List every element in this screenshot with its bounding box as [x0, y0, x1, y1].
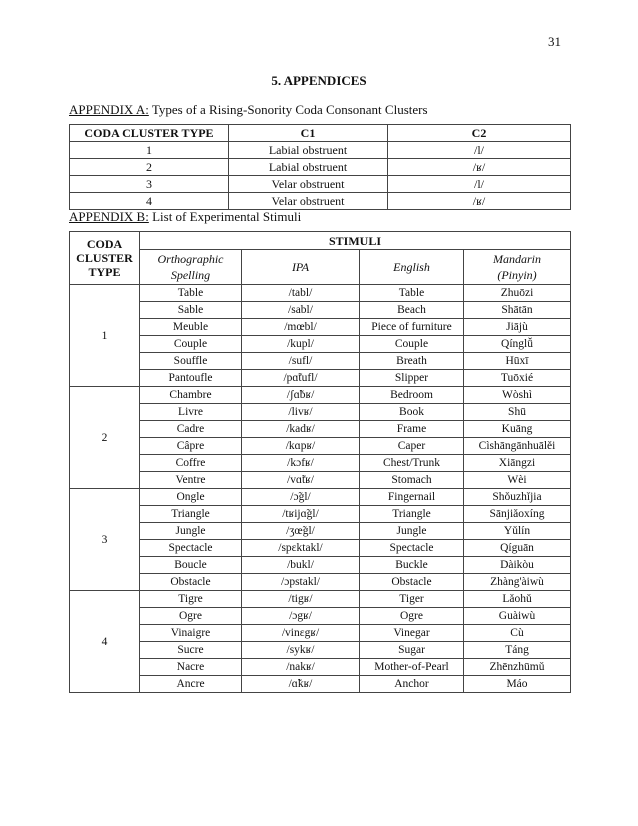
orthographic-cell: Jungle: [140, 523, 242, 540]
appendix-b-title: List of Experimental Stimuli: [148, 209, 302, 224]
table-subheader-row: [70, 250, 571, 285]
table-row: [70, 285, 571, 302]
coda-type-cell: 4: [70, 193, 229, 210]
table-row: [70, 159, 571, 176]
ipa-header: [242, 250, 360, 285]
english-cell: Spectacle: [360, 540, 464, 557]
header-line: English: [393, 260, 430, 274]
ipa-cell: /livʁ/: [242, 404, 360, 421]
mandarin-cell: Guàiwù: [464, 608, 571, 625]
coda-type-cell: 2: [70, 159, 229, 176]
table-row: [70, 591, 571, 608]
orthographic-cell: Ventre: [140, 472, 242, 489]
table-row: [70, 472, 571, 489]
mandarin-pinyin-header: [464, 250, 571, 285]
c2-cell: /l/: [388, 142, 571, 159]
table-header-row: [70, 232, 571, 250]
appendix-b-heading: [69, 209, 301, 225]
table-row: [70, 404, 571, 421]
table-row: [70, 319, 571, 336]
header-line: Spelling: [170, 268, 211, 282]
table-row: [70, 193, 571, 210]
coda-cluster-types-table: [69, 124, 571, 210]
header-line: TYPE: [88, 265, 121, 279]
english-cell: Book: [360, 404, 464, 421]
stimuli-header: STIMULI: [140, 232, 571, 250]
english-cell: Vinegar: [360, 625, 464, 642]
orthographic-cell: Obstacle: [140, 574, 242, 591]
mandarin-cell: Yǔlín: [464, 523, 571, 540]
table-row: [70, 642, 571, 659]
english-cell: Ogre: [360, 608, 464, 625]
mandarin-cell: Wòshì: [464, 387, 571, 404]
english-cell: Mother-of-Pearl: [360, 659, 464, 676]
table-row: [70, 608, 571, 625]
coda-cluster-type-cell: 1: [70, 285, 140, 387]
orthographic-cell: Sable: [140, 302, 242, 319]
table-row: [70, 574, 571, 591]
coda-cluster-type-cell: 4: [70, 591, 140, 693]
ipa-cell: /ʒœ̃gl/: [242, 523, 360, 540]
mandarin-cell: Zhàng'àiwù: [464, 574, 571, 591]
coda-cluster-type-header: [70, 232, 140, 285]
experimental-stimuli-table: [69, 231, 571, 693]
english-cell: Triangle: [360, 506, 464, 523]
appendix-a-label: APPENDIX A:: [69, 102, 149, 117]
english-header: [360, 250, 464, 285]
orthographic-cell: Couple: [140, 336, 242, 353]
mandarin-cell: Xiāngzi: [464, 455, 571, 472]
english-cell: Tiger: [360, 591, 464, 608]
table-row: [70, 387, 571, 404]
english-cell: Anchor: [360, 676, 464, 693]
table-row: [70, 455, 571, 472]
mandarin-cell: Shǒuzhǐjia: [464, 489, 571, 506]
table-row: [70, 336, 571, 353]
orthographic-cell: Meuble: [140, 319, 242, 336]
ipa-cell: /sykʁ/: [242, 642, 360, 659]
table-header-row: [70, 125, 571, 142]
page-number: 31: [548, 34, 561, 49]
mandarin-cell: Qíguān: [464, 540, 571, 557]
mandarin-cell: Kuāng: [464, 421, 571, 438]
table-row: [70, 625, 571, 642]
ipa-cell: /kupl/: [242, 336, 360, 353]
ipa-cell: /tʁijɑ̃gl/: [242, 506, 360, 523]
orthographic-cell: Ongle: [140, 489, 242, 506]
c2-cell: /ʁ/: [388, 193, 571, 210]
table-row: [70, 370, 571, 387]
appendix-b-label: APPENDIX B:: [69, 209, 149, 224]
ipa-cell: /tigʁ/: [242, 591, 360, 608]
orthographic-spelling-header: [140, 250, 242, 285]
mandarin-cell: Sānjiǎoxíng: [464, 506, 571, 523]
ipa-cell: /pɑ̃tufl/: [242, 370, 360, 387]
english-cell: Caper: [360, 438, 464, 455]
orthographic-cell: Chambre: [140, 387, 242, 404]
ipa-cell: /ɔgʁ/: [242, 608, 360, 625]
mandarin-cell: Lǎohǔ: [464, 591, 571, 608]
orthographic-cell: Tigre: [140, 591, 242, 608]
ipa-cell: /mœbl/: [242, 319, 360, 336]
c1-cell: Labial obstruent: [229, 142, 388, 159]
mandarin-cell: Cìshāngānhuālěi: [464, 438, 571, 455]
mandarin-cell: Hūxī: [464, 353, 571, 370]
orthographic-cell: Pantoufle: [140, 370, 242, 387]
c1-cell: Velar obstruent: [229, 193, 388, 210]
orthographic-cell: Sucre: [140, 642, 242, 659]
ipa-cell: /vɑ̃tʁ/: [242, 472, 360, 489]
orthographic-cell: Boucle: [140, 557, 242, 574]
coda-cluster-type-cell: 3: [70, 489, 140, 591]
english-cell: Frame: [360, 421, 464, 438]
orthographic-cell: Cadre: [140, 421, 242, 438]
mandarin-cell: Wèi: [464, 472, 571, 489]
english-cell: Jungle: [360, 523, 464, 540]
ipa-cell: /sabl/: [242, 302, 360, 319]
c1-cell: Labial obstruent: [229, 159, 388, 176]
header-line: CLUSTER: [76, 251, 133, 265]
orthographic-cell: Ogre: [140, 608, 242, 625]
orthographic-cell: Câpre: [140, 438, 242, 455]
c2-cell: /l/: [388, 176, 571, 193]
table-row: [70, 676, 571, 693]
ipa-cell: /vinɛgʁ/: [242, 625, 360, 642]
ipa-cell: /bukl/: [242, 557, 360, 574]
mandarin-cell: Zhuōzi: [464, 285, 571, 302]
header-line: IPA: [291, 260, 310, 274]
mandarin-cell: Zhēnzhūmǔ: [464, 659, 571, 676]
orthographic-cell: Vinaigre: [140, 625, 242, 642]
mandarin-cell: Dàikòu: [464, 557, 571, 574]
table-row: [70, 421, 571, 438]
header-line: Mandarin: [493, 252, 541, 266]
c2-cell: /ʁ/: [388, 159, 571, 176]
table-row: [70, 489, 571, 506]
column-header: C1: [229, 125, 388, 142]
mandarin-cell: Tuōxié: [464, 370, 571, 387]
table-row: [70, 659, 571, 676]
orthographic-cell: Coffre: [140, 455, 242, 472]
table-row: [70, 302, 571, 319]
header-line: CODA: [86, 237, 123, 251]
english-cell: Obstacle: [360, 574, 464, 591]
mandarin-cell: Jiājù: [464, 319, 571, 336]
orthographic-cell: Souffle: [140, 353, 242, 370]
orthographic-cell: Spectacle: [140, 540, 242, 557]
english-cell: Beach: [360, 302, 464, 319]
english-cell: Sugar: [360, 642, 464, 659]
ipa-cell: /ɔ̃gl/: [242, 489, 360, 506]
ipa-cell: /tabl/: [242, 285, 360, 302]
ipa-cell: /spɛktakl/: [242, 540, 360, 557]
table-row: [70, 523, 571, 540]
mandarin-cell: Máo: [464, 676, 571, 693]
english-cell: Piece of furniture: [360, 319, 464, 336]
table-row: [70, 142, 571, 159]
table-row: [70, 557, 571, 574]
ipa-cell: /sufl/: [242, 353, 360, 370]
orthographic-cell: Triangle: [140, 506, 242, 523]
english-cell: Bedroom: [360, 387, 464, 404]
table-row: [70, 506, 571, 523]
ipa-cell: /kɔfʁ/: [242, 455, 360, 472]
ipa-cell: /ɑ̃kʁ/: [242, 676, 360, 693]
table-row: [70, 353, 571, 370]
coda-cluster-type-cell: 2: [70, 387, 140, 489]
ipa-cell: /kadʁ/: [242, 421, 360, 438]
appendix-a-heading: [69, 102, 428, 118]
ipa-cell: /nakʁ/: [242, 659, 360, 676]
english-cell: Table: [360, 285, 464, 302]
coda-type-cell: 1: [70, 142, 229, 159]
c1-cell: Velar obstruent: [229, 176, 388, 193]
ipa-cell: /ʃɑ̃bʁ/: [242, 387, 360, 404]
mandarin-cell: Qínglǚ: [464, 336, 571, 353]
orthographic-cell: Ancre: [140, 676, 242, 693]
english-cell: Chest/Trunk: [360, 455, 464, 472]
mandarin-cell: Cù: [464, 625, 571, 642]
column-header: CODA CLUSTER TYPE: [70, 125, 229, 142]
mandarin-cell: Shātān: [464, 302, 571, 319]
mandarin-cell: Táng: [464, 642, 571, 659]
english-cell: Breath: [360, 353, 464, 370]
table-row: [70, 438, 571, 455]
table-row: [70, 176, 571, 193]
english-cell: Buckle: [360, 557, 464, 574]
coda-type-cell: 3: [70, 176, 229, 193]
orthographic-cell: Livre: [140, 404, 242, 421]
english-cell: Couple: [360, 336, 464, 353]
ipa-cell: /kɑpʁ/: [242, 438, 360, 455]
table-row: [70, 540, 571, 557]
orthographic-cell: Nacre: [140, 659, 242, 676]
column-header: C2: [388, 125, 571, 142]
header-line: (Pinyin): [497, 268, 537, 282]
appendix-a-title: Types of a Rising-Sonority Coda Consonant Clusters: [148, 102, 428, 117]
section-title: 5. APPENDICES: [271, 73, 367, 88]
mandarin-cell: Shū: [464, 404, 571, 421]
english-cell: Slipper: [360, 370, 464, 387]
orthographic-cell: Table: [140, 285, 242, 302]
english-cell: Stomach: [360, 472, 464, 489]
english-cell: Fingernail: [360, 489, 464, 506]
ipa-cell: /ɔpstakl/: [242, 574, 360, 591]
header-line: Orthographic: [157, 252, 224, 266]
